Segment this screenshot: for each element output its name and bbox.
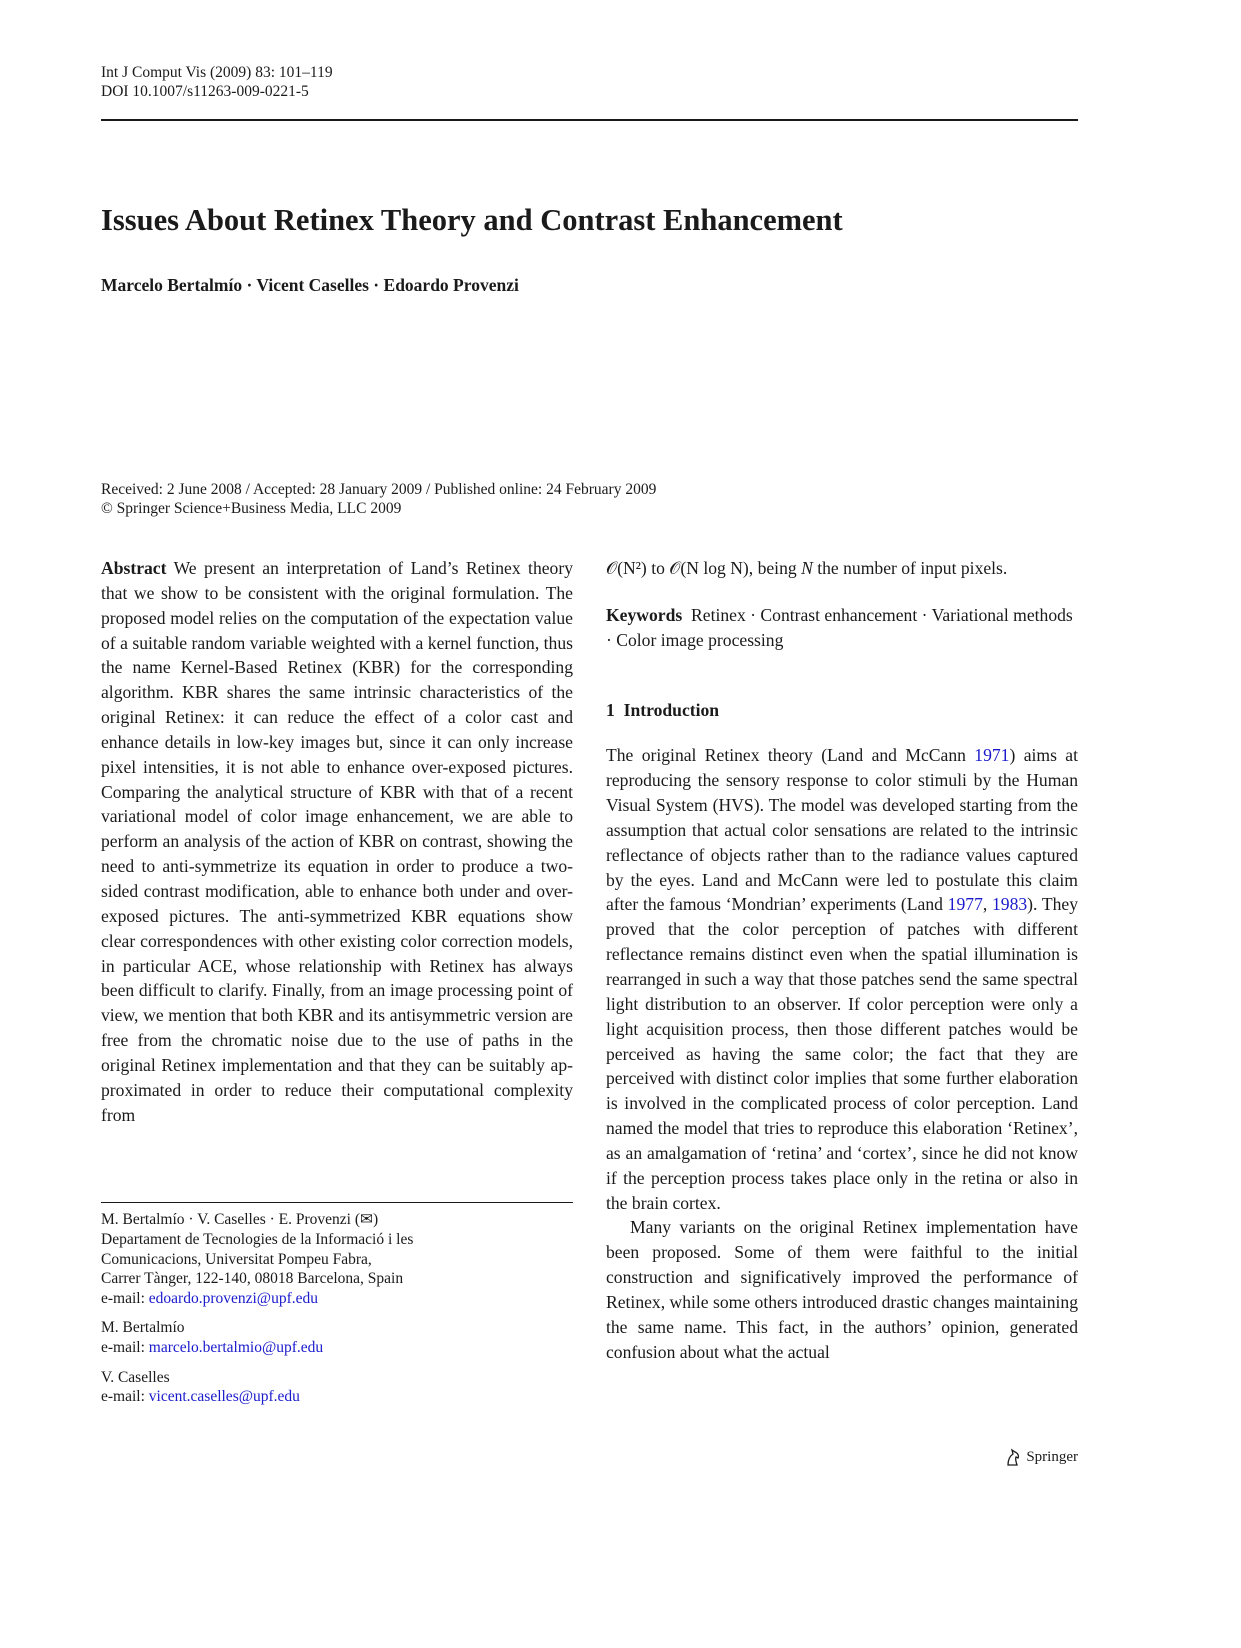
keywords-text: Retinex · Contrast enhancement · Variational methods · Color image processing	[606, 604, 1073, 650]
author-3-name: V. Caselles	[101, 1368, 170, 1386]
affiliation-author-3	[101, 1368, 573, 1408]
history-dates: Received: 2 June 2008 / Accepted: 28 January 2009 / Published online: 24 February 2009	[101, 481, 657, 498]
email-label: e-mail:	[101, 1339, 149, 1357]
journal-header	[101, 63, 333, 101]
intro-text-a: The original Retinex theory (Land and McCann	[606, 745, 975, 766]
keywords-paragraph	[606, 603, 1078, 653]
publisher-name: Springer	[1026, 1448, 1078, 1465]
complexity-from: 𝒪(N²)	[606, 558, 647, 578]
author-2-name: M. Bertalmío	[101, 1319, 185, 1337]
email-label: e-mail:	[101, 1290, 149, 1308]
doi[interactable]: DOI 10.1007/s11263-009-0221-5	[101, 83, 309, 100]
citation-link[interactable]: 1977	[947, 894, 983, 915]
journal-citation: Int J Comput Vis (2009) 83: 101–119	[101, 64, 333, 81]
left-column	[101, 556, 573, 1127]
paper-title: Issues About Retinex Theory and Contrast Enhancement	[101, 203, 843, 237]
complexity-to: 𝒪(N log N)	[669, 558, 749, 578]
right-column	[606, 556, 1078, 1364]
intro-paragraph-2: Many variants on the original Retinex implementation have been proposed. Some of them were faithful to the initial construction and significatively improved the performance of Retinex, while some others introduced drastic changes maintaining the same name. This fact, in the authors’ opinion, generated confusion about what the actual	[606, 1217, 1078, 1362]
email-link[interactable]: marcelo.bertalmio@upf.edu	[148, 1339, 324, 1357]
abstract-continuation	[606, 556, 1078, 581]
abstract-paragraph	[101, 556, 573, 1127]
affiliation-dept-2: Comunicacions, Universitat Pompeu Fabra,	[101, 1250, 372, 1268]
abstract-tail-b: the number of input pixels.	[812, 558, 1008, 578]
variable-n: N	[801, 558, 813, 578]
affiliation-dept: Departament de Tecnologies de la Informació i les	[101, 1230, 414, 1248]
author-list: Marcelo Bertalmío · Vicent Caselles · Edoardo Provenzi	[101, 275, 519, 295]
copyright-line: © Springer Science+Business Media, LLC 2009	[101, 500, 402, 517]
springer-horse-icon	[1005, 1448, 1021, 1466]
intro-paragraph-1	[606, 743, 1078, 1215]
intro-text-b: ) aims at reproducing the sensory response to color stimuli by the Human Visual System (HVS). The model was developed starting from the assumption that actual color sensations are related to the intrinsic reflectance of objects rather than to the radiance values captured by the eyes. Land and McCann were led to postulate this claim after the famous ‘Mondrian’ experiments (Land	[606, 745, 1078, 915]
affiliation-author-2	[101, 1318, 573, 1358]
affiliation-names: M. Bertalmío · V. Caselles · E. Provenzi (✉)	[101, 1211, 379, 1228]
section-heading: 1 Introduction	[606, 699, 720, 720]
abstract-tail-a: , being	[748, 558, 802, 578]
citation-separator: ,	[982, 894, 992, 915]
complexity-to-word: to	[646, 558, 670, 578]
citation-link[interactable]: 1971	[974, 745, 1010, 766]
header-rule	[101, 119, 1078, 121]
email-link[interactable]: edoardo.provenzi@upf.edu	[148, 1290, 318, 1308]
abstract-text: We present an interpretation of Land’s Retinex theory that we show to be consistent with the original formulation. The proposed model relies on the computation of the expectation value of a suitable random variable weighted with a kernel function, thus the name Kernel-Based Retinex (KBR) for the corresponding algorithm. KBR shares the same intrinsic characteristics of the original Retinex: it can reduce the effect of a color cast and enhance details in low-key images but, since it can only increase pixel intensities, it is not able to enhance over-exposed pictures. Comparing the analytical structure of KBR with that of a recent variational model of color image enhancement, we are able to perform an analysis of the action of KBR on contrast, showing the need to anti-symmetrize its equation in order to produce a two-sided contrast modification, able to enhance both under and over-exposed pictures. The anti-symmetrized KBR equations show clear correspondences with other existing color correction models, in particular ACE, whose relationship with Retinex has always been difficult to clarify. Finally, from an image processing point of view, we mention that both KBR and its antisymmetric version are free from the chromatic noise due to the use of paths in the original Retinex implementation and that they can be suitably approximated in order to reduce their computational complexity from	[101, 558, 574, 1125]
keywords-label: Keywords	[606, 604, 683, 625]
affiliation-block	[101, 1210, 573, 1417]
intro-text-c: ). They proved that the color perception of patches with different reflectance remains distinct even when the spatial illumination is rearranged in such a way that those patches send the same spectral light distribution to an observer. If color perception were only a light acquisition process, then those different patches would be perceived as having the same color; the fact that they are perceived with distinct color implies that some further elaboration is involved in the complicated process of color perception. Land named the model that tries to reproduce this elaboration ‘Retinex’, as an amalgamation of ‘retina’ and ‘cortex’, since he did not know if the perception process takes place only in the retina or also in the brain cortex.	[606, 894, 1078, 1213]
affiliation-address: Carrer Tànger, 122-140, 08018 Barcelona, Spain	[101, 1270, 404, 1288]
footnote-rule	[101, 1202, 573, 1203]
email-link[interactable]: vicent.caselles@upf.edu	[148, 1388, 300, 1406]
email-label: e-mail:	[101, 1388, 149, 1406]
abstract-label: Abstract	[101, 558, 167, 578]
article-history	[101, 480, 656, 518]
publisher-logo	[1005, 1448, 1078, 1466]
affiliation-main	[101, 1210, 573, 1309]
citation-link[interactable]: 1983	[991, 894, 1028, 915]
